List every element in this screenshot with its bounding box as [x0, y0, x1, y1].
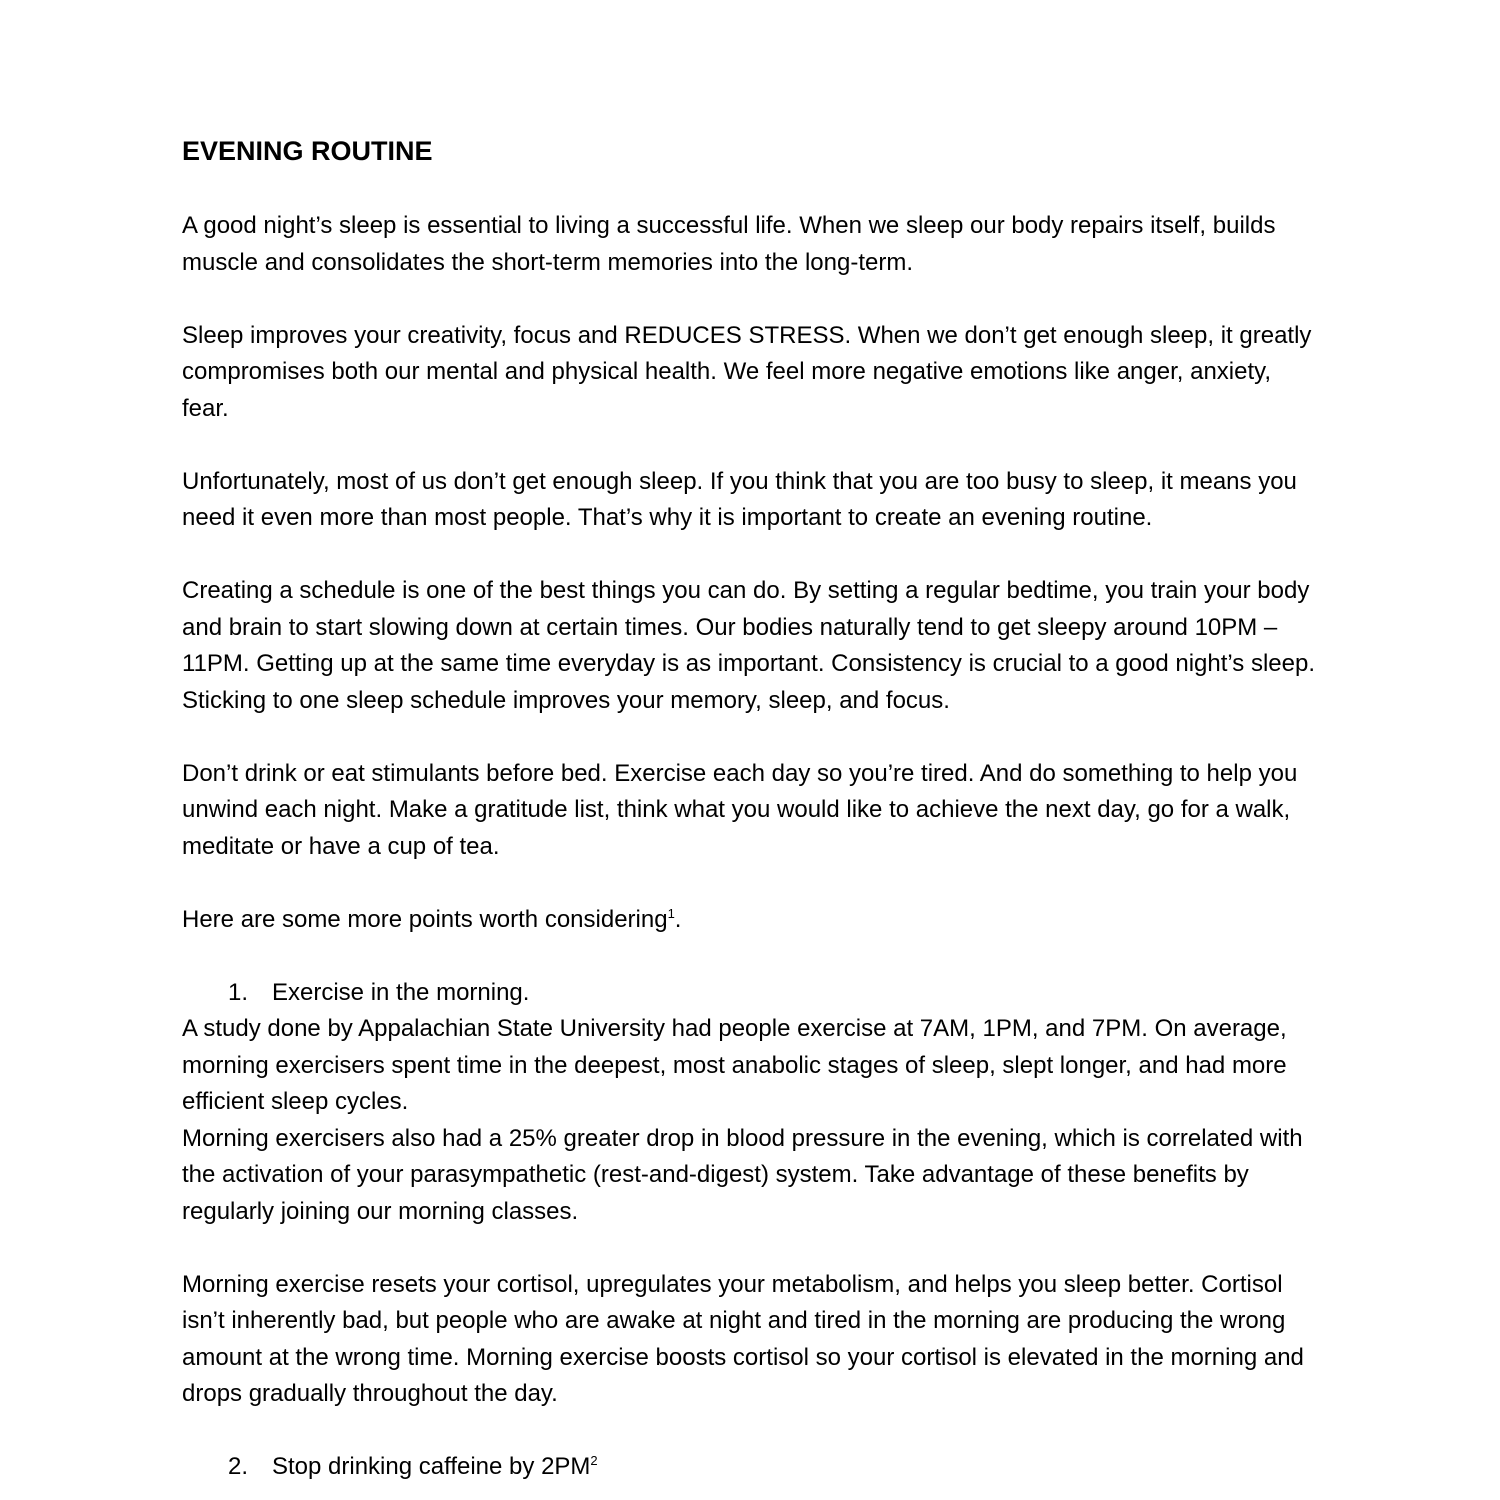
paragraph-cortisol: Morning exercise resets your cortisol, upregulates your metabolism, and helps you sleep better. Cortisol isn’t inherently bad, but people who are awake at night and tired in the morning are producing the wrong amount at the wrong time. Morning exercise boosts cortisol so your cortisol is elevated in the morning and drops gradually throughout the day. — [182, 1270, 1304, 1407]
paragraph-schedule: Creating a schedule is one of the best things you can do. By setting a regular bedtime, you train your body and brain to start slowing down at certain times. Our bodies naturally tend to get sleepy around 10PM – 11PM. Getting up at the same time everyday is as important. Consistency is crucial to a good night’s sleep. Sticking to one sleep schedule improves your memory, sleep, and focus. — [182, 577, 1316, 714]
list-label-1: Exercise in the morning. — [272, 978, 530, 1006]
list-label-2-text: Stop drinking caffeine by 2PM — [272, 1453, 591, 1480]
document-title: EVENING ROUTINE — [182, 136, 433, 166]
list-item-caffeine — [182, 1449, 1322, 1486]
paragraph-not-enough-sleep: Unfortunately, most of us don’t get enough sleep. If you think that you are too busy to sleep, it means you need it even more than most people. That’s why it is important to create an evening routine. — [182, 467, 1297, 531]
paragraph-sleep-essential: A good night’s sleep is essential to living a successful life. When we sleep our body repairs itself, builds muscle and consolidates the short-term memories into the long-term. — [182, 212, 1276, 276]
list-number-2: 2. — [228, 1453, 249, 1480]
paragraph-stimulants: Don’t drink or eat stimulants before bed. Exercise each day so you’re tired. And do something to help you unwind each night. Make a gratitude list, think what you would like to achieve the next day, go for a walk, meditate or have a cup of tea. — [182, 759, 1298, 860]
footnote-ref-2: 2 — [590, 1453, 598, 1468]
footnote-ref-1: 1 — [667, 905, 675, 921]
document-body — [182, 131, 1322, 1486]
paragraph-study: A study done by Appalachian State University had people exercise at 7AM, 1PM, and 7PM. On average, morning exercisers spent time in the deepest, most anabolic stages of sleep, slept longer, and had more efficient sleep cycles. — [182, 1015, 1287, 1115]
list-item-exercise-morning — [182, 975, 1322, 1012]
paragraph-intro — [182, 902, 1322, 939]
paragraph-blood-pressure: Morning exercisers also had a 25% greater drop in blood pressure in the evening, which is correlated with the activation of your parasympathetic (rest-and-digest) system. Take advantage of these benefits by regularly joining our morning classes. — [182, 1124, 1303, 1225]
paragraph-sleep-benefits: Sleep improves your creativity, focus and REDUCES STRESS. When we don’t get enough sleep, it greatly compromises both our mental and physical health. We feel more negative emotions like anger, anxiety, fear. — [182, 321, 1312, 422]
intro-end: . — [674, 905, 682, 933]
list-number-1: 1. — [228, 978, 249, 1006]
list-label-2 — [272, 1449, 598, 1486]
intro-text: Here are some more points worth considering — [182, 905, 668, 933]
